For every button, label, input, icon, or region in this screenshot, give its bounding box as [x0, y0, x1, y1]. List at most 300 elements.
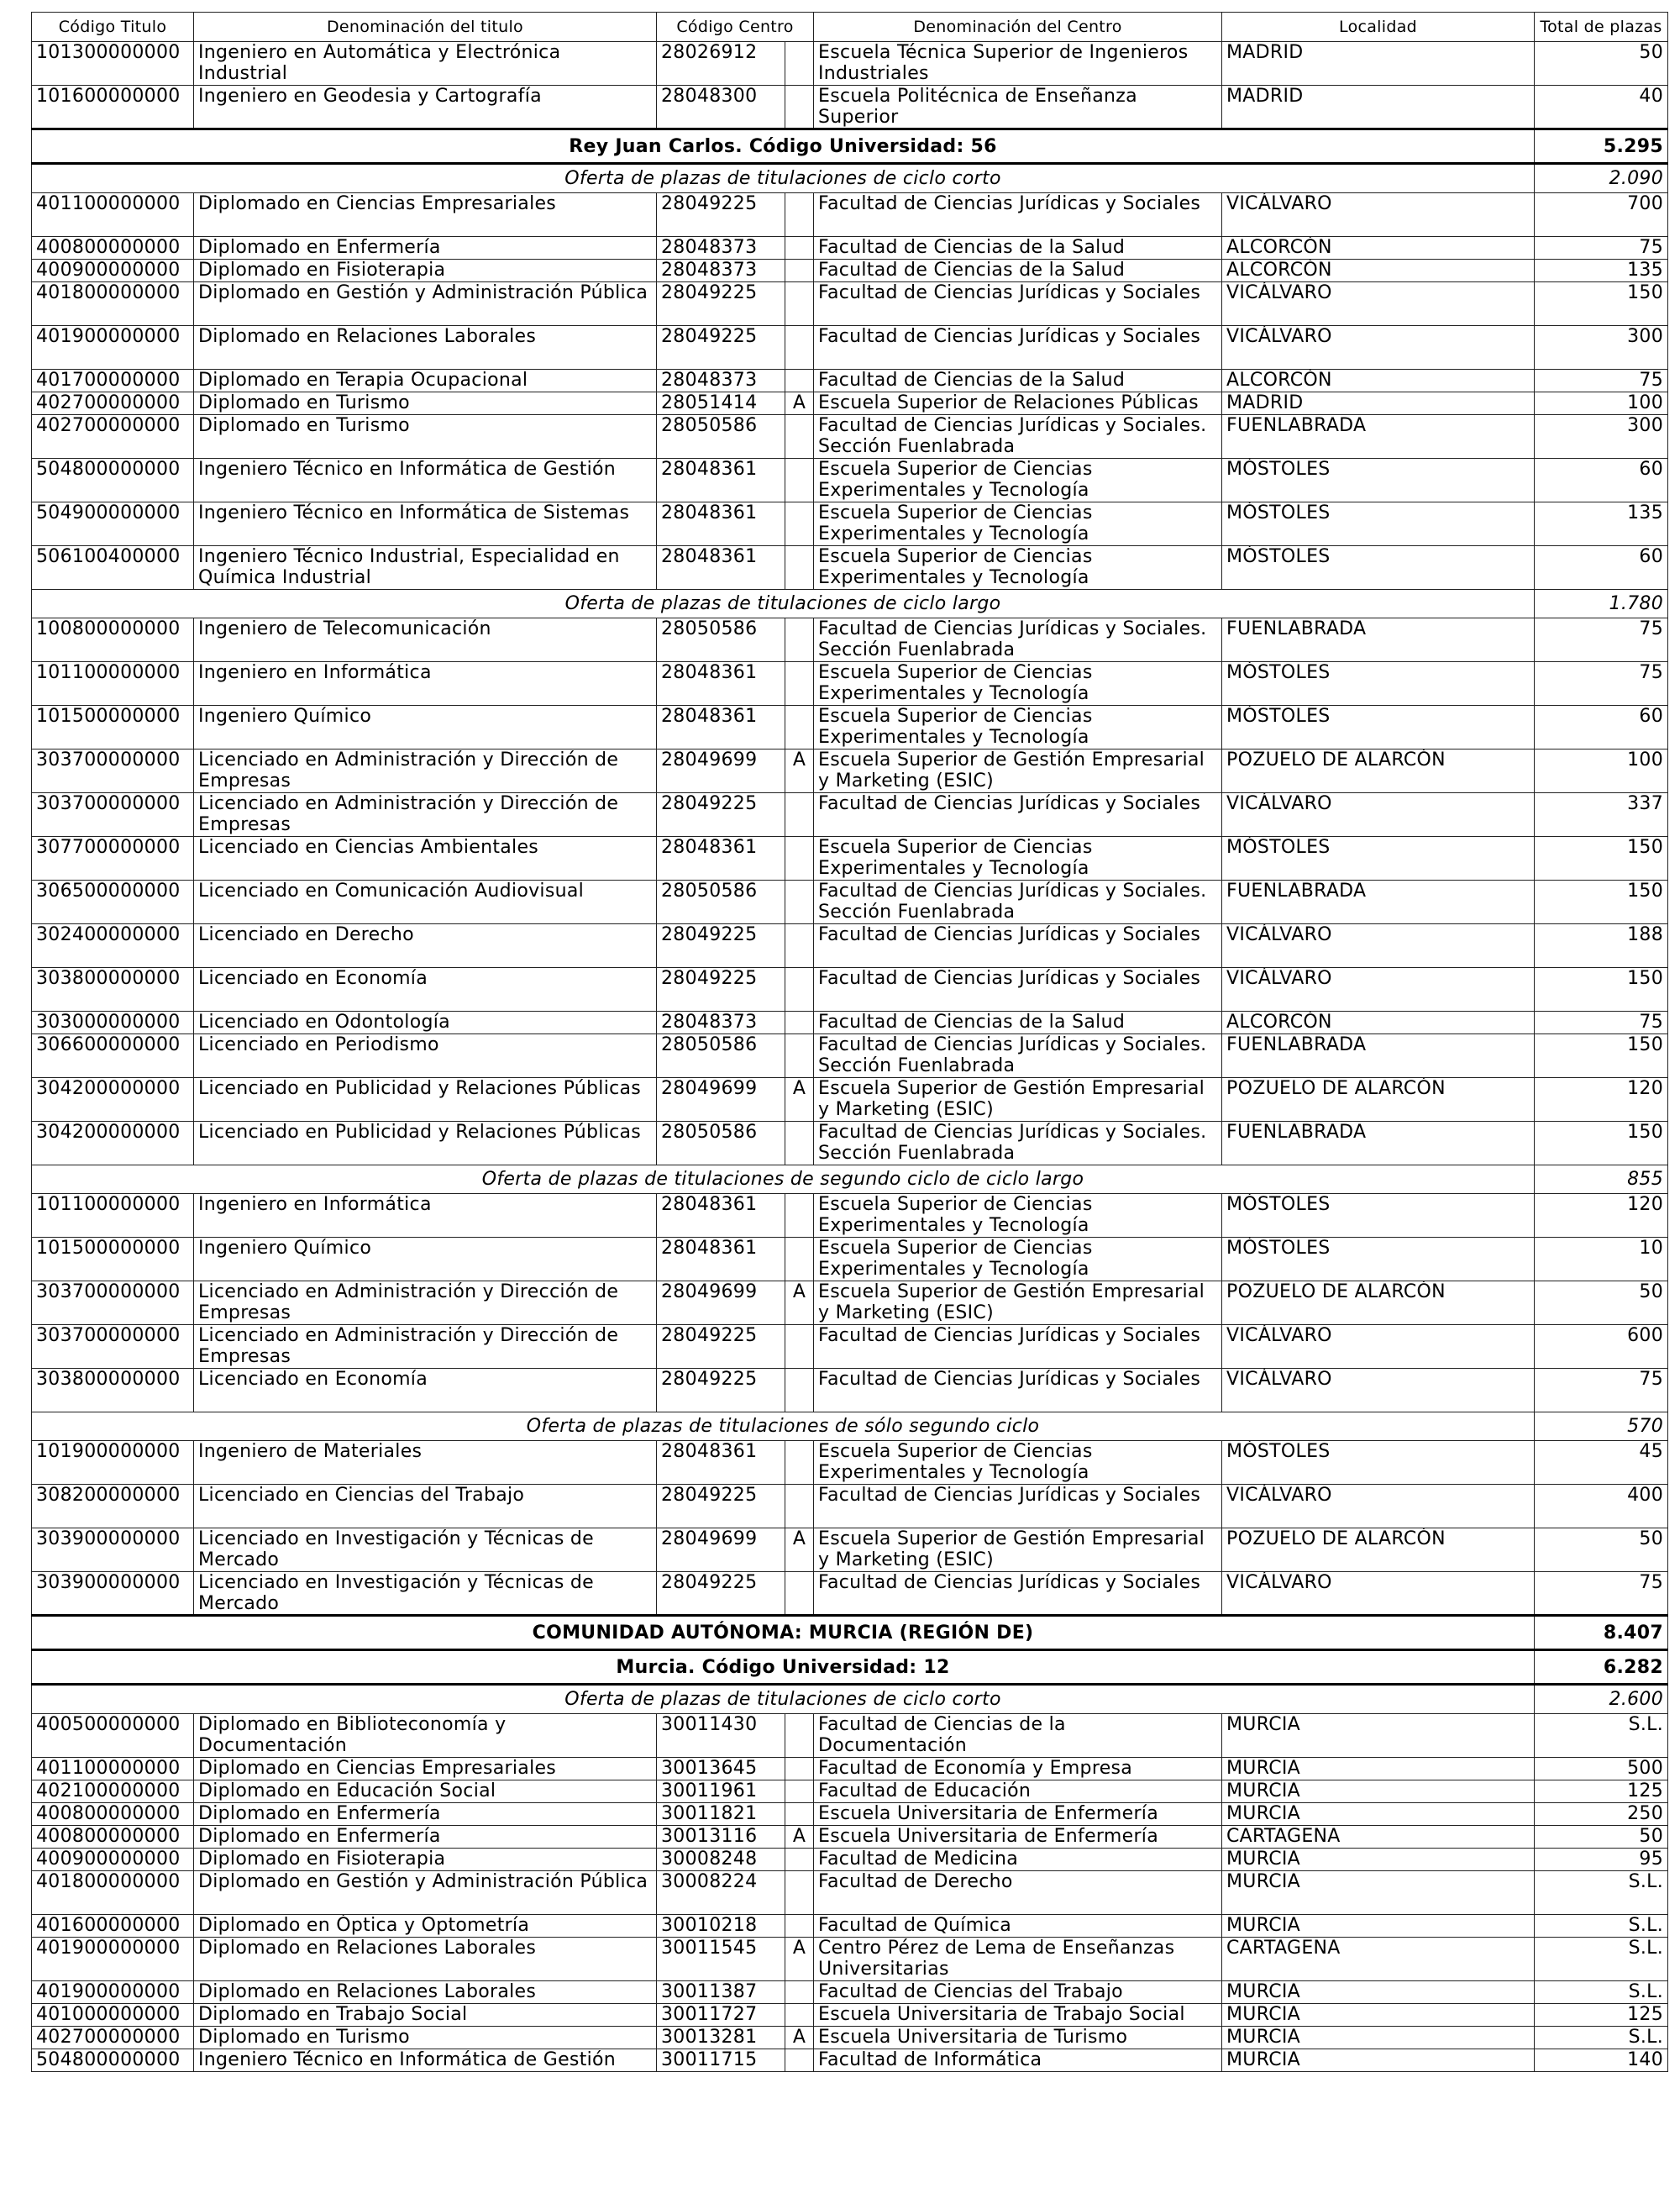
codigo-centro-cell: 30013281	[657, 2027, 785, 2049]
section-label: Oferta de plazas de titulaciones de segundo ciclo de ciclo largo	[32, 1165, 1535, 1194]
codigo-titulo-cell: 303900000000	[32, 1528, 194, 1572]
plazas-table	[31, 12, 1668, 2072]
denominacion-titulo-cell: Licenciado en Ciencias Ambientales	[194, 837, 657, 881]
localidad-cell: FUENLABRADA	[1222, 1034, 1535, 1078]
denominacion-titulo-cell: Licenciado en Investigación y Técnicas de Mercado	[194, 1528, 657, 1572]
flag-cell	[785, 793, 814, 837]
denominacion-titulo-cell: Ingeniero en Informática	[194, 1194, 657, 1238]
flag-cell	[785, 706, 814, 749]
table-row	[32, 793, 1668, 837]
total-plazas-cell: 75	[1535, 1369, 1668, 1412]
university-total-row	[32, 1650, 1668, 1685]
codigo-titulo-cell: 400900000000	[32, 1849, 194, 1871]
denominacion-titulo-cell: Ingeniero Técnico en Informática de Sistemas	[194, 502, 657, 546]
total-plazas-cell: 188	[1535, 924, 1668, 968]
localidad-cell: MÓSTOLES	[1222, 837, 1535, 881]
table-row	[32, 1871, 1668, 1915]
codigo-titulo-cell: 504900000000	[32, 502, 194, 546]
denominacion-centro-cell: Facultad de Ciencias Jurídicas y Sociales	[814, 968, 1222, 1012]
codigo-titulo-cell: 101300000000	[32, 42, 194, 86]
table-row	[32, 392, 1668, 415]
denominacion-titulo-cell: Diplomado en Relaciones Laborales	[194, 326, 657, 370]
codigo-titulo-cell: 306600000000	[32, 1034, 194, 1078]
codigo-centro-cell: 28049225	[657, 793, 785, 837]
denominacion-centro-cell: Facultad de Química	[814, 1915, 1222, 1938]
denominacion-centro-cell: Facultad de Ciencias Jurídicas y Sociales	[814, 1572, 1222, 1616]
codigo-titulo-cell: 303800000000	[32, 1369, 194, 1412]
denominacion-centro-cell: Facultad de Ciencias Jurídicas y Sociales. Sección Fuenlabrada	[814, 618, 1222, 662]
denominacion-centro-cell: Facultad de Ciencias Jurídicas y Sociales	[814, 924, 1222, 968]
localidad-cell: VICÁLVARO	[1222, 282, 1535, 326]
flag-cell	[785, 502, 814, 546]
denominacion-titulo-cell: Ingeniero Técnico en Informática de Gestión	[194, 2049, 657, 2072]
codigo-centro-cell: 30011715	[657, 2049, 785, 2072]
denominacion-titulo-cell: Diplomado en Enfermería	[194, 237, 657, 260]
codigo-centro-cell: 28048373	[657, 260, 785, 282]
localidad-cell: VICÁLVARO	[1222, 968, 1535, 1012]
localidad-cell: POZUELO DE ALARCÓN	[1222, 1528, 1535, 1572]
codigo-centro-cell: 28048361	[657, 546, 785, 590]
total-plazas-cell: S.L.	[1535, 2027, 1668, 2049]
total-plazas-cell: 45	[1535, 1441, 1668, 1485]
denominacion-titulo-cell: Licenciado en Comunicación Audiovisual	[194, 881, 657, 924]
university-label: COMUNIDAD AUTÓNOMA: MURCIA (REGIÓN DE)	[32, 1616, 1535, 1650]
denominacion-centro-cell: Facultad de Ciencias Jurídicas y Sociales. Sección Fuenlabrada	[814, 1034, 1222, 1078]
denominacion-titulo-cell: Ingeniero de Materiales	[194, 1441, 657, 1485]
localidad-cell: VICÁLVARO	[1222, 924, 1535, 968]
university-label: Murcia. Código Universidad: 12	[32, 1650, 1535, 1685]
codigo-titulo-cell: 401000000000	[32, 2004, 194, 2027]
localidad-cell: MÓSTOLES	[1222, 662, 1535, 706]
localidad-cell: MURCIA	[1222, 2004, 1535, 2027]
denominacion-centro-cell: Escuela Universitaria de Enfermería	[814, 1803, 1222, 1826]
codigo-titulo-cell: 101500000000	[32, 1238, 194, 1281]
codigo-centro-cell: 28049225	[657, 1485, 785, 1528]
denominacion-centro-cell: Escuela Superior de Ciencias Experimentales y Tecnología	[814, 1238, 1222, 1281]
codigo-centro-cell: 28051414	[657, 392, 785, 415]
denominacion-centro-cell: Facultad de Ciencias Jurídicas y Sociales. Sección Fuenlabrada	[814, 1122, 1222, 1165]
total-plazas-cell: 700	[1535, 193, 1668, 237]
flag-cell	[785, 2004, 814, 2027]
localidad-cell: FUENLABRADA	[1222, 881, 1535, 924]
localidad-cell: VICÁLVARO	[1222, 193, 1535, 237]
table-row	[32, 370, 1668, 392]
codigo-titulo-cell: 402100000000	[32, 1780, 194, 1803]
codigo-titulo-cell: 504800000000	[32, 459, 194, 502]
total-plazas-cell: 60	[1535, 546, 1668, 590]
total-plazas-cell: 75	[1535, 1012, 1668, 1034]
codigo-centro-cell: 28048361	[657, 1238, 785, 1281]
total-plazas-cell: 600	[1535, 1325, 1668, 1369]
codigo-centro-cell: 28049699	[657, 1078, 785, 1122]
denominacion-titulo-cell: Diplomado en Educación Social	[194, 1780, 657, 1803]
codigo-titulo-cell: 303900000000	[32, 1572, 194, 1616]
localidad-cell: MURCIA	[1222, 2027, 1535, 2049]
codigo-centro-cell: 28026912	[657, 42, 785, 86]
denominacion-titulo-cell: Licenciado en Derecho	[194, 924, 657, 968]
denominacion-centro-cell: Facultad de Medicina	[814, 1849, 1222, 1871]
header-codigo-titulo: Código Titulo	[32, 13, 194, 42]
total-plazas-cell: 150	[1535, 837, 1668, 881]
denominacion-centro-cell: Facultad de Ciencias Jurídicas y Sociales	[814, 282, 1222, 326]
localidad-cell: CARTAGENA	[1222, 1826, 1535, 1849]
codigo-centro-cell: 28049225	[657, 326, 785, 370]
flag-cell	[785, 1034, 814, 1078]
codigo-centro-cell: 28049699	[657, 749, 785, 793]
codigo-centro-cell: 28049225	[657, 968, 785, 1012]
section-label: Oferta de plazas de titulaciones de ciclo corto	[32, 1685, 1535, 1714]
denominacion-centro-cell: Facultad de Educación	[814, 1780, 1222, 1803]
flag-cell	[785, 546, 814, 590]
university-total: 5.295	[1535, 129, 1668, 164]
codigo-centro-cell: 30013116	[657, 1826, 785, 1849]
localidad-cell: CARTAGENA	[1222, 1938, 1535, 1981]
denominacion-centro-cell: Facultad de Derecho	[814, 1871, 1222, 1915]
denominacion-titulo-cell: Licenciado en Administración y Dirección de Empresas	[194, 749, 657, 793]
denominacion-titulo-cell: Ingeniero Técnico Industrial, Especialidad en Química Industrial	[194, 546, 657, 590]
localidad-cell: ALCORCÓN	[1222, 260, 1535, 282]
codigo-titulo-cell: 402700000000	[32, 392, 194, 415]
table-row	[32, 618, 1668, 662]
table-row	[32, 1012, 1668, 1034]
table-row	[32, 1485, 1668, 1528]
flag-cell	[785, 370, 814, 392]
localidad-cell: MÓSTOLES	[1222, 706, 1535, 749]
denominacion-titulo-cell: Licenciado en Administración y Dirección de Empresas	[194, 1281, 657, 1325]
codigo-titulo-cell: 303000000000	[32, 1012, 194, 1034]
codigo-titulo-cell: 308200000000	[32, 1485, 194, 1528]
denominacion-titulo-cell: Licenciado en Economía	[194, 968, 657, 1012]
codigo-titulo-cell: 303800000000	[32, 968, 194, 1012]
codigo-titulo-cell: 304200000000	[32, 1122, 194, 1165]
table-row	[32, 1325, 1668, 1369]
codigo-titulo-cell: 303700000000	[32, 1281, 194, 1325]
table-row	[32, 706, 1668, 749]
table-row	[32, 1369, 1668, 1412]
table-row	[32, 1981, 1668, 2004]
section-total-row	[32, 590, 1668, 618]
localidad-cell: MURCIA	[1222, 1758, 1535, 1780]
flag-cell	[785, 968, 814, 1012]
localidad-cell: MÓSTOLES	[1222, 1441, 1535, 1485]
codigo-titulo-cell: 401900000000	[32, 1938, 194, 1981]
localidad-cell: POZUELO DE ALARCÓN	[1222, 1281, 1535, 1325]
denominacion-titulo-cell: Licenciado en Periodismo	[194, 1034, 657, 1078]
denominacion-centro-cell: Facultad de Ciencias del Trabajo	[814, 1981, 1222, 2004]
flag-cell	[785, 1780, 814, 1803]
codigo-centro-cell: 30008224	[657, 1871, 785, 1915]
denominacion-titulo-cell: Diplomado en Óptica y Optometría	[194, 1915, 657, 1938]
table-row	[32, 1528, 1668, 1572]
codigo-titulo-cell: 401900000000	[32, 326, 194, 370]
denominacion-centro-cell: Escuela Superior de Ciencias Experimentales y Tecnología	[814, 662, 1222, 706]
codigo-centro-cell: 30011545	[657, 1938, 785, 1981]
total-plazas-cell: 50	[1535, 42, 1668, 86]
table-row	[32, 1849, 1668, 1871]
denominacion-titulo-cell: Licenciado en Investigación y Técnicas de Mercado	[194, 1572, 657, 1616]
codigo-titulo-cell: 400800000000	[32, 237, 194, 260]
total-plazas-cell: 60	[1535, 459, 1668, 502]
denominacion-centro-cell: Facultad de Ciencias de la Salud	[814, 237, 1222, 260]
total-plazas-cell: S.L.	[1535, 1938, 1668, 1981]
codigo-centro-cell: 30008248	[657, 1849, 785, 1871]
localidad-cell: VICÁLVARO	[1222, 1369, 1535, 1412]
header-row	[32, 13, 1668, 42]
flag-cell	[785, 1485, 814, 1528]
header-total-plazas: Total de plazas	[1535, 13, 1668, 42]
total-plazas-cell: S.L.	[1535, 1871, 1668, 1915]
localidad-cell: MÓSTOLES	[1222, 459, 1535, 502]
flag-cell	[785, 1849, 814, 1871]
denominacion-centro-cell: Facultad de Economía y Empresa	[814, 1758, 1222, 1780]
header-codigo-centro: Código Centro	[657, 13, 814, 42]
codigo-centro-cell: 28048361	[657, 1194, 785, 1238]
table-row	[32, 1826, 1668, 1849]
codigo-titulo-cell: 307700000000	[32, 837, 194, 881]
denominacion-centro-cell: Facultad de Ciencias Jurídicas y Sociales	[814, 1369, 1222, 1412]
localidad-cell: FUENLABRADA	[1222, 618, 1535, 662]
denominacion-titulo-cell: Licenciado en Economía	[194, 1369, 657, 1412]
total-plazas-cell: 75	[1535, 618, 1668, 662]
section-total: 2.090	[1535, 164, 1668, 193]
header-localidad: Localidad	[1222, 13, 1535, 42]
codigo-centro-cell: 28048361	[657, 459, 785, 502]
table-row	[32, 1714, 1668, 1758]
flag-cell	[785, 1981, 814, 2004]
flag-cell	[785, 1238, 814, 1281]
localidad-cell: MURCIA	[1222, 1871, 1535, 1915]
denominacion-titulo-cell: Licenciado en Ciencias del Trabajo	[194, 1485, 657, 1528]
denominacion-titulo-cell: Diplomado en Turismo	[194, 392, 657, 415]
flag-cell	[785, 1194, 814, 1238]
denominacion-centro-cell: Facultad de Ciencias Jurídicas y Sociales	[814, 326, 1222, 370]
denominacion-centro-cell: Escuela Universitaria de Enfermería	[814, 1826, 1222, 1849]
table-row	[32, 326, 1668, 370]
table-row	[32, 1034, 1668, 1078]
codigo-titulo-cell: 303700000000	[32, 1325, 194, 1369]
codigo-titulo-cell: 101500000000	[32, 706, 194, 749]
denominacion-centro-cell: Escuela Universitaria de Trabajo Social	[814, 2004, 1222, 2027]
codigo-centro-cell: 28050586	[657, 881, 785, 924]
university-total: 6.282	[1535, 1650, 1668, 1685]
localidad-cell: MADRID	[1222, 42, 1535, 86]
codigo-titulo-cell: 401700000000	[32, 370, 194, 392]
university-total-row	[32, 1616, 1668, 1650]
flag-cell	[785, 1871, 814, 1915]
flag-cell	[785, 1441, 814, 1485]
denominacion-titulo-cell: Diplomado en Ciencias Empresariales	[194, 193, 657, 237]
codigo-centro-cell: 30013645	[657, 1758, 785, 1780]
localidad-cell: MURCIA	[1222, 1915, 1535, 1938]
table-row	[32, 1572, 1668, 1616]
table-row	[32, 1803, 1668, 1826]
codigo-titulo-cell: 504800000000	[32, 2049, 194, 2072]
denominacion-centro-cell: Escuela Superior de Ciencias Experimentales y Tecnología	[814, 1441, 1222, 1485]
table-row	[32, 1078, 1668, 1122]
localidad-cell: MURCIA	[1222, 1714, 1535, 1758]
total-plazas-cell: 150	[1535, 1034, 1668, 1078]
table-row	[32, 924, 1668, 968]
flag-cell	[785, 1803, 814, 1826]
flag-cell: A	[785, 1826, 814, 1849]
codigo-titulo-cell: 100800000000	[32, 618, 194, 662]
table-row	[32, 1194, 1668, 1238]
denominacion-titulo-cell: Licenciado en Publicidad y Relaciones Públicas	[194, 1078, 657, 1122]
denominacion-centro-cell: Facultad de Ciencias de la Salud	[814, 260, 1222, 282]
codigo-centro-cell: 28049225	[657, 193, 785, 237]
flag-cell	[785, 837, 814, 881]
codigo-titulo-cell: 401800000000	[32, 282, 194, 326]
flag-cell	[785, 282, 814, 326]
codigo-centro-cell: 28048300	[657, 86, 785, 129]
total-plazas-cell: 400	[1535, 1485, 1668, 1528]
flag-cell	[785, 260, 814, 282]
total-plazas-cell: 75	[1535, 237, 1668, 260]
total-plazas-cell: 10	[1535, 1238, 1668, 1281]
flag-cell	[785, 1714, 814, 1758]
denominacion-titulo-cell: Ingeniero Técnico en Informática de Gestión	[194, 459, 657, 502]
denominacion-centro-cell: Facultad de Ciencias de la Salud	[814, 370, 1222, 392]
header-denominacion-centro: Denominación del Centro	[814, 13, 1222, 42]
table-body	[32, 42, 1668, 2072]
denominacion-titulo-cell: Diplomado en Fisioterapia	[194, 260, 657, 282]
denominacion-titulo-cell: Ingeniero de Telecomunicación	[194, 618, 657, 662]
header-denominacion-titulo: Denominación del titulo	[194, 13, 657, 42]
codigo-centro-cell: 28049225	[657, 1572, 785, 1616]
flag-cell	[785, 2049, 814, 2072]
codigo-titulo-cell: 303700000000	[32, 749, 194, 793]
codigo-centro-cell: 28050586	[657, 1122, 785, 1165]
table-row	[32, 1938, 1668, 1981]
table-row	[32, 86, 1668, 129]
localidad-cell: MADRID	[1222, 86, 1535, 129]
denominacion-titulo-cell: Ingeniero Químico	[194, 1238, 657, 1281]
denominacion-centro-cell: Escuela Superior de Ciencias Experimentales y Tecnología	[814, 546, 1222, 590]
section-total: 855	[1535, 1165, 1668, 1194]
denominacion-titulo-cell: Diplomado en Fisioterapia	[194, 1849, 657, 1871]
section-total-row	[32, 164, 1668, 193]
total-plazas-cell: 75	[1535, 370, 1668, 392]
codigo-centro-cell: 30011961	[657, 1780, 785, 1803]
denominacion-titulo-cell: Diplomado en Turismo	[194, 415, 657, 459]
codigo-titulo-cell: 400800000000	[32, 1826, 194, 1849]
total-plazas-cell: 50	[1535, 1528, 1668, 1572]
localidad-cell: MÓSTOLES	[1222, 502, 1535, 546]
table-row	[32, 2049, 1668, 2072]
codigo-titulo-cell: 304200000000	[32, 1078, 194, 1122]
codigo-titulo-cell: 302400000000	[32, 924, 194, 968]
codigo-centro-cell: 30011727	[657, 2004, 785, 2027]
codigo-centro-cell: 28049225	[657, 924, 785, 968]
flag-cell	[785, 326, 814, 370]
denominacion-titulo-cell: Diplomado en Turismo	[194, 2027, 657, 2049]
codigo-titulo-cell: 303700000000	[32, 793, 194, 837]
total-plazas-cell: 150	[1535, 1122, 1668, 1165]
denominacion-centro-cell: Facultad de Ciencias Jurídicas y Sociales	[814, 1485, 1222, 1528]
flag-cell: A	[785, 1281, 814, 1325]
section-total-row	[32, 1165, 1668, 1194]
codigo-centro-cell: 30010218	[657, 1915, 785, 1938]
flag-cell	[785, 415, 814, 459]
codigo-centro-cell: 28048361	[657, 662, 785, 706]
section-total: 570	[1535, 1412, 1668, 1441]
codigo-centro-cell: 28048361	[657, 837, 785, 881]
codigo-titulo-cell: 400500000000	[32, 1714, 194, 1758]
total-plazas-cell: 135	[1535, 502, 1668, 546]
total-plazas-cell: 100	[1535, 749, 1668, 793]
localidad-cell: MÓSTOLES	[1222, 546, 1535, 590]
total-plazas-cell: 120	[1535, 1078, 1668, 1122]
flag-cell: A	[785, 749, 814, 793]
total-plazas-cell: 135	[1535, 260, 1668, 282]
denominacion-centro-cell: Facultad de Ciencias de la Salud	[814, 1012, 1222, 1034]
codigo-titulo-cell: 401900000000	[32, 1981, 194, 2004]
localidad-cell: MÓSTOLES	[1222, 1194, 1535, 1238]
table-row	[32, 1758, 1668, 1780]
table-row	[32, 459, 1668, 502]
localidad-cell: MURCIA	[1222, 1849, 1535, 1871]
total-plazas-cell: S.L.	[1535, 1714, 1668, 1758]
section-total: 1.780	[1535, 590, 1668, 618]
total-plazas-cell: 500	[1535, 1758, 1668, 1780]
codigo-titulo-cell: 402700000000	[32, 2027, 194, 2049]
flag-cell	[785, 662, 814, 706]
localidad-cell: MURCIA	[1222, 1780, 1535, 1803]
codigo-centro-cell: 28048361	[657, 706, 785, 749]
denominacion-titulo-cell: Licenciado en Publicidad y Relaciones Públicas	[194, 1122, 657, 1165]
total-plazas-cell: 120	[1535, 1194, 1668, 1238]
codigo-titulo-cell: 506100400000	[32, 546, 194, 590]
localidad-cell: VICÁLVARO	[1222, 1485, 1535, 1528]
codigo-titulo-cell: 400800000000	[32, 1803, 194, 1826]
flag-cell	[785, 237, 814, 260]
denominacion-centro-cell: Escuela Superior de Gestión Empresarial y Marketing (ESIC)	[814, 1528, 1222, 1572]
denominacion-titulo-cell: Diplomado en Gestión y Administración Pública	[194, 1871, 657, 1915]
localidad-cell: POZUELO DE ALARCÓN	[1222, 1078, 1535, 1122]
table-row	[32, 749, 1668, 793]
denominacion-titulo-cell: Ingeniero en Automática y Electrónica Industrial	[194, 42, 657, 86]
section-total: 2.600	[1535, 1685, 1668, 1714]
denominacion-centro-cell: Facultad de Ciencias de la Documentación	[814, 1714, 1222, 1758]
codigo-centro-cell: 28049225	[657, 1369, 785, 1412]
denominacion-centro-cell: Escuela Superior de Ciencias Experimentales y Tecnología	[814, 459, 1222, 502]
denominacion-centro-cell: Escuela Universitaria de Turismo	[814, 2027, 1222, 2049]
denominacion-centro-cell: Escuela Politécnica de Enseñanza Superior	[814, 86, 1222, 129]
codigo-titulo-cell: 402700000000	[32, 415, 194, 459]
table-row	[32, 415, 1668, 459]
table-row	[32, 881, 1668, 924]
denominacion-centro-cell: Centro Pérez de Lema de Enseñanzas Universitarias	[814, 1938, 1222, 1981]
codigo-titulo-cell: 401100000000	[32, 193, 194, 237]
total-plazas-cell: 75	[1535, 1572, 1668, 1616]
denominacion-titulo-cell: Ingeniero en Informática	[194, 662, 657, 706]
localidad-cell: FUENLABRADA	[1222, 1122, 1535, 1165]
table-row	[32, 1915, 1668, 1938]
flag-cell	[785, 1012, 814, 1034]
codigo-centro-cell: 28049699	[657, 1281, 785, 1325]
codigo-titulo-cell: 400900000000	[32, 260, 194, 282]
table-row	[32, 193, 1668, 237]
table-row	[32, 1122, 1668, 1165]
total-plazas-cell: 125	[1535, 1780, 1668, 1803]
table-row	[32, 282, 1668, 326]
localidad-cell: ALCORCÓN	[1222, 1012, 1535, 1034]
denominacion-centro-cell: Escuela Superior de Gestión Empresarial y Marketing (ESIC)	[814, 1281, 1222, 1325]
denominacion-centro-cell: Escuela Superior de Ciencias Experimentales y Tecnología	[814, 837, 1222, 881]
codigo-titulo-cell: 401600000000	[32, 1915, 194, 1938]
table-row	[32, 1780, 1668, 1803]
denominacion-centro-cell: Escuela Superior de Ciencias Experimentales y Tecnología	[814, 1194, 1222, 1238]
